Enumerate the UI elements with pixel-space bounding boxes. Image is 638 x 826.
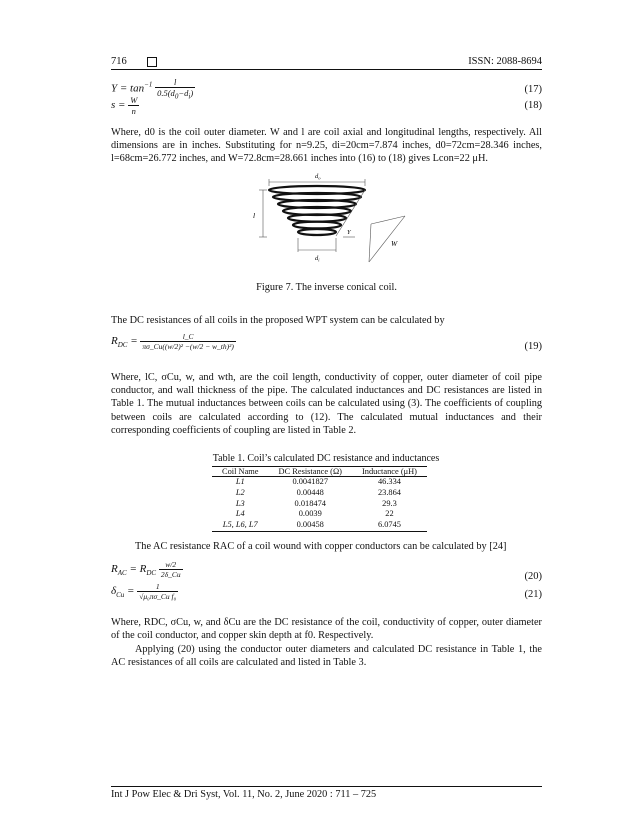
table-1 (212, 466, 427, 532)
paragraph-5: Where, RDC, σCu, w, and δCu are the DC resistance of the coil, conductivity of copper, outer diameter of the coil conductor, and copper skin depth at f0. Respectively. (111, 617, 542, 642)
table-cell: L5, L6, L7 (212, 520, 269, 531)
table-cell: 0.00448 (296, 487, 324, 497)
table-cell: 29.3 (382, 498, 397, 508)
table-cell: 22 (385, 509, 394, 519)
equation-21: $\delta_{Cu}$ = $\frac{1}{\text{√μ₀πσ\_Cu f₀}}$ (111, 582, 177, 601)
table-cell: 6.0745 (352, 520, 427, 531)
table-header: DC Resistance (Ω) (269, 467, 352, 477)
table-row (212, 499, 427, 510)
equation-18-number: (18) (524, 100, 542, 111)
table-cell: 0.018474 (294, 498, 326, 508)
figure-7-caption: Figure 7. The inverse conical coil. (256, 282, 397, 293)
equation-21-number: (21) (524, 589, 542, 600)
figure-label-w: W (391, 239, 398, 248)
table-cell: 0.0041827 (292, 477, 329, 486)
paragraph-2: The DC resistances of all coils in the proposed WPT system can be calculated by (111, 315, 445, 326)
table-cell: L2 (235, 487, 245, 497)
table-cell: 23.864 (377, 487, 401, 497)
table-row (212, 509, 427, 520)
issn: ISSN: 2088-8694 (468, 56, 542, 67)
equation-19: $R_{DC}$ = $\frac{l\_C}{\text{πσ\_Cu((w/2)² −(w/2 − w\_th)²)}}$ (111, 332, 234, 351)
table-cell: 0.00458 (269, 520, 352, 531)
header-rule (111, 69, 542, 70)
paragraph-3: Where, lC, σCu, w, and wth, are the coil length, conductivity of copper, outer diameter of coil pipe conductor, and wall thickness of the pipe. The calculated inductances and DC resistances are listed in Table 1. The mutual inductances between coils can be calculated using (3). The coefficients of coupling between coils are calculated according to (12). The calculated mutual inductances and their corresponding coefficients of coupling are listed in Table 2. (111, 372, 542, 436)
figure-label-l: l (253, 211, 256, 220)
table-header: Inductance (μH) (352, 467, 427, 477)
equation-17-number: (17) (524, 84, 542, 95)
equation-20: $R_{AC} = R_{DC}$ $\frac{w/2}{2\delta\_Cu}$ (111, 560, 181, 579)
figure-label-d0: $d_o$ (315, 173, 321, 181)
table-row (212, 477, 427, 488)
page-number: 716 (111, 56, 127, 67)
footer-citation: Int J Pow Elec & Dri Syst, Vol. 11, No. 2, June 2020 : 711 – 725 (111, 789, 377, 800)
paragraph-4: The AC resistance RAC of a coil wound with copper conductors can be calculated by [24] (135, 541, 507, 552)
paragraph-1: Where, d0 is the coil outer diameter. W and l are coil axial and longitudinal lengths, respectively. All dimensions are in inches. Substituting for n=9.25, di=20cm=7.874 inches, d0=72cm=28.346 inches, l=68cm=26.772 inches, and W=72.8cm=28.661 inches into (16) to (18) gives Lcon=22 μH. (111, 127, 542, 165)
table-cell: L1 (235, 477, 245, 486)
paragraph-6: Applying (20) using the conductor outer diameters and calculated DC resistance in Table 1, the AC resistances of all coils are calculated and listed in Table 3. (111, 644, 542, 669)
table-cell: 46.334 (377, 477, 401, 486)
table-cell: L4 (235, 509, 245, 519)
equation-18: s = $\frac{W}{n}$ (111, 95, 138, 116)
table-row (212, 488, 427, 499)
equation-19-number: (19) (524, 341, 542, 352)
figure-label-gamma: Υ (347, 229, 351, 236)
equation-17: $\Upsilon = \tan^{-1}$ $\frac{l}{0.5(d_0-d_i)}$ (111, 77, 194, 101)
table-row (212, 520, 427, 531)
footer-rule (111, 786, 542, 787)
table-cell: 0.0039 (298, 509, 322, 519)
square-icon (147, 57, 157, 67)
table-1-caption: Table 1. Coil’s calculated DC resistance and inductances (212, 453, 440, 464)
table-cell: L3 (235, 498, 245, 508)
figure-label-di: $d_i$ (315, 255, 320, 263)
table-header-row (212, 467, 427, 477)
inverse-conical-coil-figure (245, 172, 415, 272)
table-header: Coil Name (212, 467, 269, 477)
equation-20-number: (20) (524, 571, 542, 582)
